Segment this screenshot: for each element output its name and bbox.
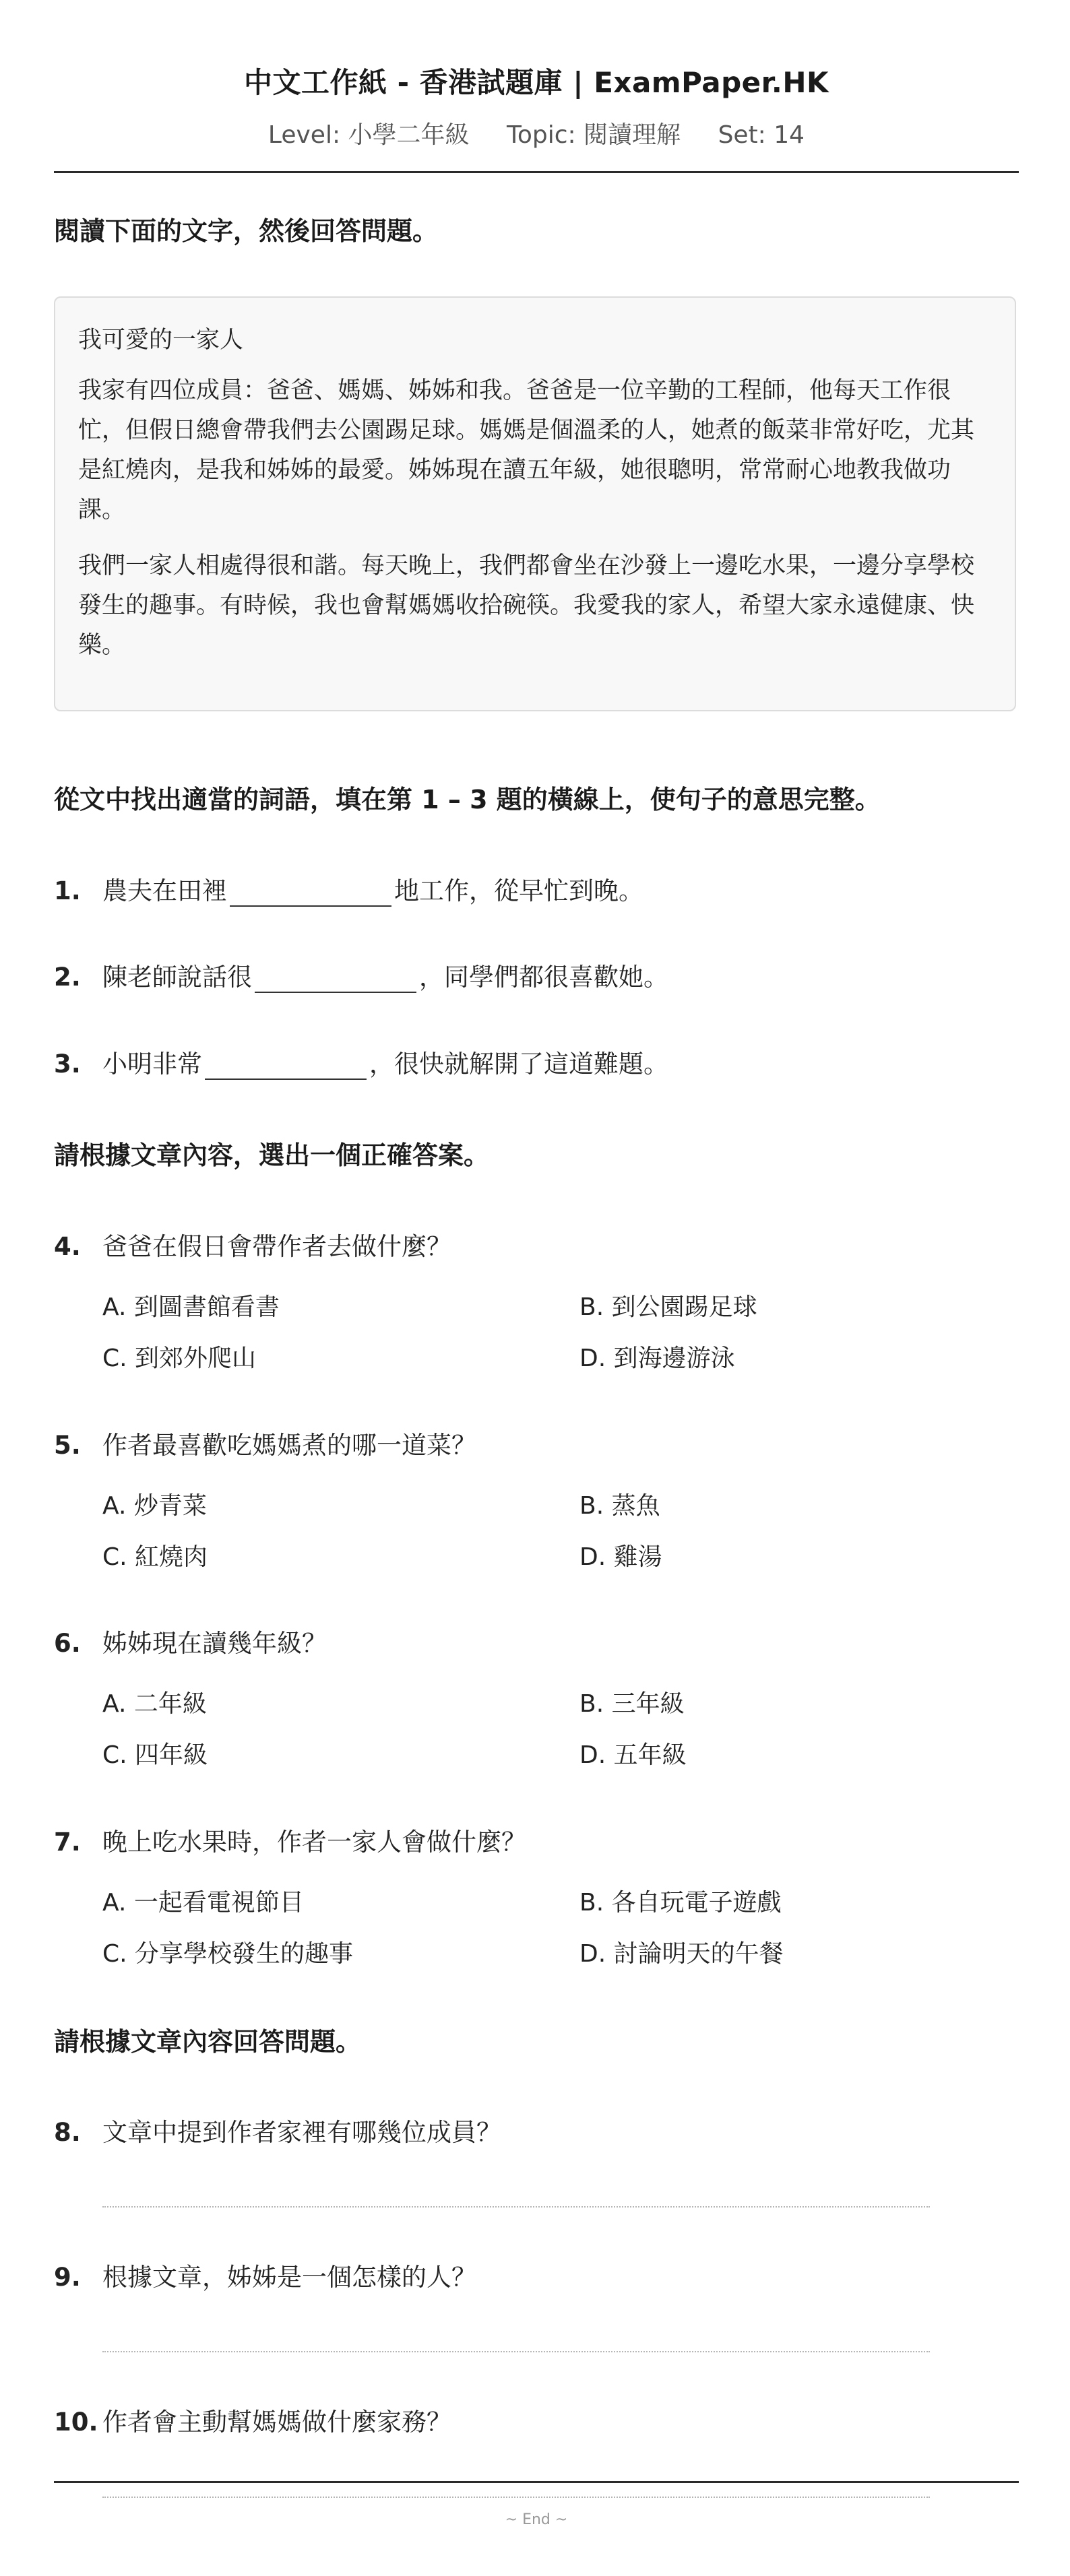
option-c[interactable]: C. 四年級	[102, 1741, 208, 1769]
fill-blank[interactable]	[205, 1052, 367, 1080]
question-text: 文章中提到作者家裡有哪幾位成員？	[102, 2118, 501, 2147]
end-marker: ~ End ~	[505, 2511, 568, 2528]
option-d[interactable]: D. 五年級	[579, 1741, 687, 1769]
question-number: 7.	[54, 1828, 81, 1857]
option-a[interactable]: A. 一起看電視節目	[102, 1889, 304, 1917]
worksheet-header	[54, 0, 1019, 150]
option-d[interactable]: D. 雞湯	[579, 1543, 662, 1571]
question-text: 作者最喜歡吃媽媽煮的哪一道菜？	[102, 1431, 476, 1460]
option-a[interactable]: A. 到圖書館看書	[102, 1293, 280, 1321]
worksheet-meta	[54, 116, 1019, 150]
question-number: 10.	[54, 2408, 98, 2437]
section-open-instruction: 請根據文章內容回答問題。	[54, 2027, 362, 2057]
question-text-after: 地工作，從早忙到晚。	[394, 876, 643, 905]
question-text-after: ，很快就解開了這道難題。	[369, 1050, 668, 1078]
question-5	[54, 1425, 476, 1461]
footer-divider	[54, 2481, 1019, 2483]
fill-blank[interactable]	[230, 878, 391, 907]
question-2	[54, 957, 668, 993]
worksheet-page	[54, 0, 1019, 2576]
option-b[interactable]: B. 到公園踢足球	[579, 1293, 757, 1321]
question-text: 根據文章，姊姊是一個怎樣的人？	[102, 2263, 476, 2292]
option-c[interactable]: C. 分享學校發生的趣事	[102, 1940, 354, 1968]
question-text-after: ，同學們都很喜歡她。	[419, 963, 668, 992]
passage-title: 我可愛的一家人	[78, 327, 244, 354]
answer-line[interactable]	[102, 2206, 930, 2208]
question-10	[54, 2402, 451, 2438]
question-1	[54, 870, 643, 907]
question-text: 姊姊現在讀幾年級？	[102, 1629, 327, 1658]
question-number: 6.	[54, 1629, 81, 1658]
option-a[interactable]: A. 二年級	[102, 1690, 207, 1718]
question-9	[54, 2257, 476, 2293]
set-label: Set: 14	[718, 121, 805, 149]
option-b[interactable]: B. 蒸魚	[579, 1492, 660, 1520]
option-a[interactable]: A. 炒青菜	[102, 1492, 207, 1520]
question-text-before: 陳老師說話很	[102, 963, 252, 992]
option-d[interactable]: D. 到海邊游泳	[579, 1345, 735, 1372]
question-text-before: 農夫在田裡	[102, 876, 227, 905]
question-text-before: 小明非常	[102, 1050, 202, 1078]
answer-line[interactable]	[102, 2497, 930, 2498]
section-reading-instruction: 閱讀下面的文字，然後回答問題。	[54, 216, 439, 246]
question-text: 晚上吃水果時，作者一家人會做什麼？	[102, 1828, 526, 1857]
question-8	[54, 2112, 501, 2148]
reading-passage	[54, 296, 1016, 711]
option-c[interactable]: C. 到郊外爬山	[102, 1345, 257, 1372]
passage-paragraph-1: 我家有四位成員：爸爸、媽媽、姊姊和我。爸爸是一位辛勤的工程師，他每天工作很忙，但假日總會帶我們去公園踢足球。媽媽是個溫柔的人，她煮的飯菜非常好吃，尤其是紅燒肉，是我和姊姊的最愛。姊姊現在讀五年級，她很聰明，常常耐心地教我做功課。	[78, 377, 975, 523]
fill-blank[interactable]	[255, 965, 416, 993]
header-divider	[54, 171, 1019, 173]
question-6	[54, 1623, 327, 1659]
answer-line[interactable]	[102, 2351, 930, 2352]
question-3	[54, 1043, 668, 1080]
section-mc-instruction: 請根據文章內容，選出一個正確答案。	[54, 1140, 490, 1170]
question-number: 8.	[54, 2118, 81, 2147]
question-number: 4.	[54, 1232, 81, 1261]
question-text: 爸爸在假日會帶作者去做什麼？	[102, 1232, 451, 1261]
section-fill-instruction: 從文中找出適當的詞語，填在第 1 – 3 題的橫線上，使句子的意思完整。	[54, 785, 881, 814]
option-c[interactable]: C. 紅燒肉	[102, 1543, 208, 1571]
question-7	[54, 1822, 526, 1858]
topic-label: Topic: 閱讀理解	[506, 121, 681, 149]
option-b[interactable]: B. 三年級	[579, 1690, 685, 1718]
level-label: Level: 小學二年級	[268, 121, 470, 149]
passage-paragraph-2: 我們一家人相處得很和諧。每天晚上，我們都會坐在沙發上一邊吃水果，一邊分享學校發生的趣事。有時候，我也會幫媽媽收拾碗筷。我愛我的家人，希望大家永遠健康、快樂。	[78, 552, 975, 659]
question-number: 9.	[54, 2263, 81, 2292]
worksheet-title: 中文工作紙 - 香港試題庫 | ExamPaper.HK	[243, 66, 829, 99]
question-number: 1.	[54, 876, 81, 905]
option-b[interactable]: B. 各自玩電子遊戲	[579, 1889, 782, 1917]
question-number: 3.	[54, 1050, 81, 1078]
question-number: 2.	[54, 963, 81, 992]
question-4	[54, 1226, 451, 1262]
option-d[interactable]: D. 討論明天的午餐	[579, 1940, 784, 1968]
question-number: 5.	[54, 1431, 81, 1460]
question-text: 作者會主動幫媽媽做什麼家務？	[102, 2408, 451, 2437]
